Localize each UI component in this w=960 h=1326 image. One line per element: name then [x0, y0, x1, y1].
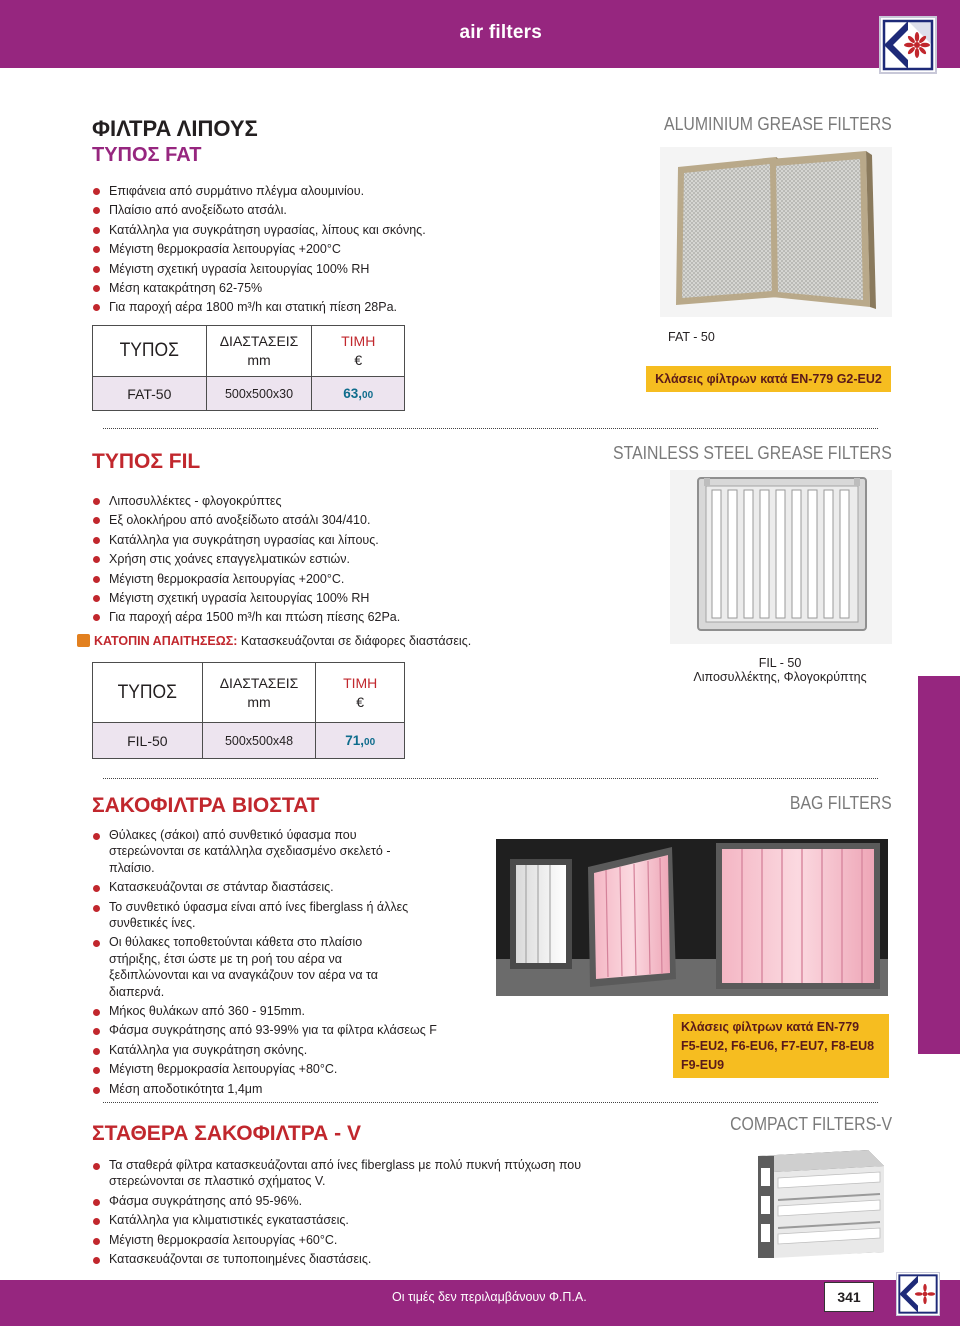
list-item: Λιποσυλλέκτες - φλογοκρύπτες	[92, 492, 522, 511]
fat-filter-photo	[660, 147, 892, 317]
fat-class-box: Κλάσεις φίλτρων κατά EN-779 G2-EU2	[646, 366, 891, 392]
section2-bullet-list	[92, 492, 522, 628]
table-header-price: ΤΙΜΗ	[341, 333, 376, 349]
product-price: 71,00	[316, 723, 405, 759]
table-header-dimensions-unit: mm	[247, 352, 271, 368]
list-item: Κατάλληλα για κλιματιστικές εγκαταστάσεις.	[92, 1212, 632, 1228]
list-item: Μέγιστη θερμοκρασία λειτουργίας +200°C.	[92, 570, 522, 589]
table-header-dimensions-unit: mm	[247, 693, 271, 710]
list-item: Μέγιστη θερμοκρασία λειτουργίας +80°C.	[92, 1061, 472, 1077]
section1-subtitle: ΤΥΠΟΣ FAT	[92, 144, 202, 166]
product-code: FIL-50	[93, 723, 203, 759]
table-header-dimensions: ΔΙΑΣΤΑΣΕΙΣ	[219, 333, 299, 349]
list-item: Πλαίσιο από ανοξείδωτο ατσάλι.	[92, 201, 472, 220]
fil-caption-model: FIL - 50	[758, 656, 802, 670]
list-item: Κατάλληλα για συγκράτηση υγρασίας και λίπους.	[92, 531, 522, 550]
list-item: Κατάλληλα για συγκράτηση σκόνης.	[92, 1042, 472, 1058]
bag-class-line1: Κλάσεις φίλτρων κατά EN-779	[681, 1020, 860, 1034]
company-logo-icon	[879, 16, 937, 74]
fil-filter-photo	[670, 470, 892, 644]
list-item: Κατάλληλα για συγκράτηση υγρασίας, λίπους και σκόνης.	[92, 221, 472, 240]
side-tab	[918, 676, 960, 1054]
bag-filter-photo	[496, 839, 888, 996]
list-item: Φάσμα συγκράτησης από 95-96%.	[92, 1193, 632, 1209]
list-item: Κατασκευάζονται σε τυποποιημένες διαστάσεις.	[92, 1251, 632, 1267]
list-item: Μήκος θυλάκων από 360 - 915mm.	[92, 1003, 472, 1019]
product-price: 63,00	[312, 377, 405, 411]
divider	[103, 778, 878, 779]
list-item: Φάσμα συγκράτησης από 93-99% για τα φίλτρα κλάσεως F	[92, 1022, 472, 1038]
section4-title: ΣΤΑΘΕΡΑ ΣΑΚΟΦΙΛΤΡΑ - V	[92, 1122, 362, 1145]
section3-bullet-list	[92, 827, 472, 1097]
list-item: Για παροχή αέρα 1800 m³/h και στατική πίεση 28Pa.	[92, 298, 472, 317]
bag-class-line3: F9-EU9	[681, 1058, 725, 1072]
section1-bullet-list	[92, 182, 472, 318]
section1-english-title: ALUMINIUM GREASE FILTERS	[664, 114, 892, 134]
table-header-type: ΤΥΠΟΣ	[117, 681, 178, 703]
table-header-price-unit: €	[356, 693, 365, 710]
list-item: Μέγιστη θερμοκρασία λειτουργίας +60°C.	[92, 1232, 632, 1248]
fil-caption-desc: Λιποσυλλέκτης, Φλογοκρύπτης	[693, 670, 867, 684]
list-item: Τα σταθερά φίλτρα κατασκευάζονται από ίνες fiberglass με πολύ πυκνή πτύχωση που στερεώνονται σε πλαστικό σχήματος V.	[92, 1157, 632, 1190]
list-item: Επιφάνεια από συρμάτινο πλέγμα αλουμινίου.	[92, 182, 472, 201]
product-dimensions: 500x500x48	[202, 723, 316, 759]
list-item: Μέγιστη σχετική υγρασία λειτουργίας 100% RH	[92, 589, 522, 608]
list-item: Μέγιστη θερμοκρασία λειτουργίας +200°C	[92, 240, 472, 259]
header-bar	[0, 0, 960, 68]
fat-caption: FAT - 50	[668, 330, 715, 344]
phone-icon	[77, 634, 90, 647]
product-dimensions: 500x500x30	[206, 377, 312, 411]
list-item: Μέση αποδοτικότητα 1,4μm	[92, 1081, 472, 1097]
list-item: Το συνθετικό ύφασμα είναι από ίνες fiberglass ή άλλες συνθετικές ίνες.	[92, 899, 472, 932]
table-header-dimensions: ΔΙΑΣΤΑΣΕΙΣ	[219, 674, 299, 691]
section4-english-title: COMPACT FILTERS-V	[730, 1114, 892, 1134]
vat-note: Οι τιμές δεν περιλαμβάνουν Φ.Π.Α.	[392, 1290, 587, 1304]
note-lead: ΚΑΤΟΠΙΝ ΑΠΑΙΤΗΣΕΩΣ:	[94, 634, 238, 648]
section4-bullet-list	[92, 1157, 632, 1267]
list-item: Εξ ολοκλήρου από ανοξείδωτο ατσάλι 304/410.	[92, 511, 522, 530]
list-item: Μέση κατακράτηση 62-75%	[92, 279, 472, 298]
header-title: air filters	[459, 22, 542, 43]
list-item: Χρήση στις χοάνες επαγγελματικών εστιών.	[92, 550, 522, 569]
company-logo-icon	[896, 1272, 940, 1316]
section2-title: ΤΥΠΟΣ FIL	[92, 450, 201, 473]
divider	[103, 1102, 878, 1103]
fil-price-table	[92, 662, 405, 759]
bag-class-box	[673, 1014, 889, 1078]
product-code: FAT-50	[93, 377, 207, 411]
divider	[103, 428, 878, 429]
fil-caption	[660, 656, 900, 684]
table-header-type: ΤΥΠΟΣ	[119, 340, 179, 361]
list-item: Μέγιστη σχετική υγρασία λειτουργίας 100% RH	[92, 260, 472, 279]
section3-english-title: BAG FILTERS	[790, 793, 892, 813]
section1-title: ΦΙΛΤΡΑ ΛΙΠΟΥΣ	[92, 116, 258, 141]
table-header-price: ΤΙΜΗ	[343, 674, 378, 691]
list-item: Θύλακες (σάκοι) από συνθετικό ύφασμα που στερεώνονται σε κατάλληλα σχεδιασμένο σκελετό - πλαίσιο.	[92, 827, 472, 876]
list-item: Οι θύλακες τοποθετούνται κάθετα στο πλαίσιο στήριξης, έτσι ώστε με τη ροή του αέρα να ξεδιπλώνονται και να αναγκάζουν τον αέρα να τα διαπερνά.	[92, 934, 472, 1000]
note-text: Κατασκευάζονται σε διάφορες διαστάσεις.	[237, 634, 472, 648]
page-number: 341	[824, 1282, 874, 1312]
table-header-price-unit: €	[354, 352, 363, 368]
fat-price-table	[92, 325, 405, 411]
bag-class-line2: F5-EU2, F6-EU6, F7-EU7, F8-EU8	[681, 1039, 875, 1053]
list-item: Για παροχή αέρα 1500 m³/h και πτώση πίεσης 62Pa.	[92, 608, 522, 627]
list-item: Κατασκευάζονται σε στάνταρ διαστάσεις.	[92, 879, 472, 895]
compact-filter-photo	[738, 1142, 890, 1266]
made-to-order-note	[77, 634, 471, 648]
section2-english-title: STAINLESS STEEL GREASE FILTERS	[613, 443, 892, 463]
section3-title: ΣΑΚΟΦΙΛΤΡΑ ΒΙΟΣΤΑΤ	[92, 794, 320, 817]
